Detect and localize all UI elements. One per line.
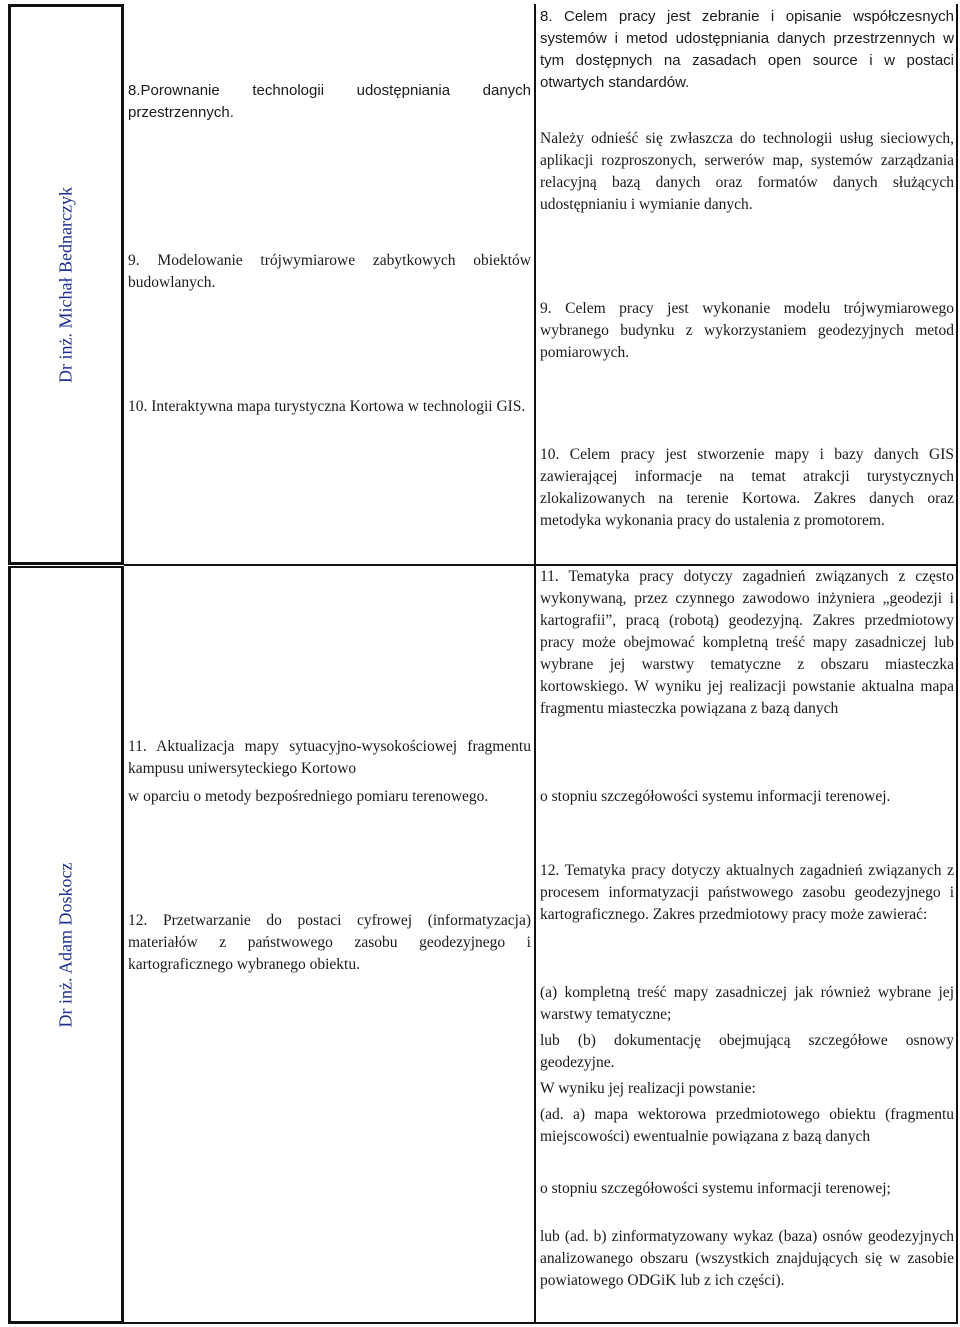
supervisor-cell-2 [8, 566, 124, 1324]
supervisor-name: Dr inż. Michał Bednarczyk [55, 186, 76, 383]
right-border [956, 4, 958, 1324]
topic-9-title: 9. Modelowanie trójwymiarowe zabytkowych obiektów budowlanych. [128, 252, 531, 291]
topic-10-description: 10. Celem pracy jest stworzenie mapy i bazy danych GIS zawierającej informacje na temat atrakcji turystycznych zlokalizowanych na terenie Kortowa. Zakres danych oraz metodyka wykonania pracy do ustalenia z promotorem. [540, 446, 954, 529]
topic-8-title: 8.Porownanie technologii udostępniania danych przestrzennych. [128, 82, 531, 121]
topic-12-description: 12. Tematyka pracy dotyczy aktualnych zagadnień związanych z procesem informatyzacji państwowego zasobu geodezyjnego i kartograficznego. Zakres przedmiotowy pracy może zawierać: [540, 862, 954, 923]
topic-12-title: 12. Przetwarzanie do postaci cyfrowej (informatyzacja) materiałów z państwowego zasobu geodezyjnego i kartograficznego wybranego obiektu. [128, 912, 531, 973]
topic-12-result-a-continued: o stopniu szczegółowości systemu informacji terenowej; [540, 1180, 891, 1197]
bottom-border [8, 1322, 958, 1324]
topic-8-description-continued: Należy odnieść się zwłaszcza do technologii usług sieciowych, aplikacji rozproszonych, serwerów map, systemów zarządzania relacyjną bazą danych oraz formatów danych służących udostępnianiu i wymianie danych. [540, 130, 954, 213]
column-divider [534, 4, 536, 1324]
topic-11-description-continued: o stopniu szczegółowości systemu informacji terenowej. [540, 788, 891, 805]
topic-12-result-a: (ad. a) mapa wektorowa przedmiotowego obiektu (fragmentu miejscowości) ewentualnie powiązana z bazą danych [540, 1106, 954, 1145]
topic-12-item-a: (a) kompletną treść mapy zasadniczej jak również wybrane jej warstwy tematyczne; [540, 984, 954, 1023]
topic-11-description: 11. Tematyka pracy dotyczy zagadnień związanych z często wykonywaną, przez czynnego zawodowo inżyniera „geodezji i kartografii”, pracą (robotą) geodezyjną. Zakres przedmiotowy pracy może obejmować kompletną treść mapy zasadniczej lub wybrane jej warstwy tematyczne z obszaru miasteczka kortowskiego. W wyniku jej realizacji powstanie aktualna mapa fragmentu miasteczka powiązana z bazą danych [540, 568, 954, 717]
topic-12-result-b: lub (ad. b) zinformatyzowany wykaz (baza) osnów geodezyjnych analizowanego obszaru (wszystkich znajdujących się w zasobie powiatowego ODGiK lub z ich części). [540, 1228, 954, 1289]
supervisor-cell-1 [8, 4, 124, 565]
topic-10-title: 10. Interaktywna mapa turystyczna Kortowa w technologii GIS. [128, 398, 526, 415]
topic-12-item-b: lub (b) dokumentację obejmującą szczegółowe osnowy geodezyjne. [540, 1032, 954, 1071]
topic-8-description: 8. Celem pracy jest zebranie i opisanie współczesnych systemów i metod udostępniania danych przestrzennych w tym dostępnych na zasadach open source i w postaci otwartych standardów. [540, 8, 954, 91]
topic-11-title: 11. Aktualizacja mapy sytuacyjno-wysokościowej fragmentu kampusu uniwersyteckiego Kortowo [128, 738, 531, 777]
topic-11-title-continued: w oparciu o metody bezpośredniego pomiaru terenowego. [128, 788, 489, 805]
topic-12-result-heading: W wyniku jej realizacji powstanie: [540, 1080, 756, 1097]
topic-9-description: 9. Celem pracy jest wykonanie modelu trójwymiarowego wybranego budynku z wykorzystaniem geodezyjnych metod pomiarowych. [540, 300, 954, 361]
row-divider [124, 564, 536, 566]
supervisor-name: Dr inż. Adam Doskocz [55, 862, 76, 1027]
